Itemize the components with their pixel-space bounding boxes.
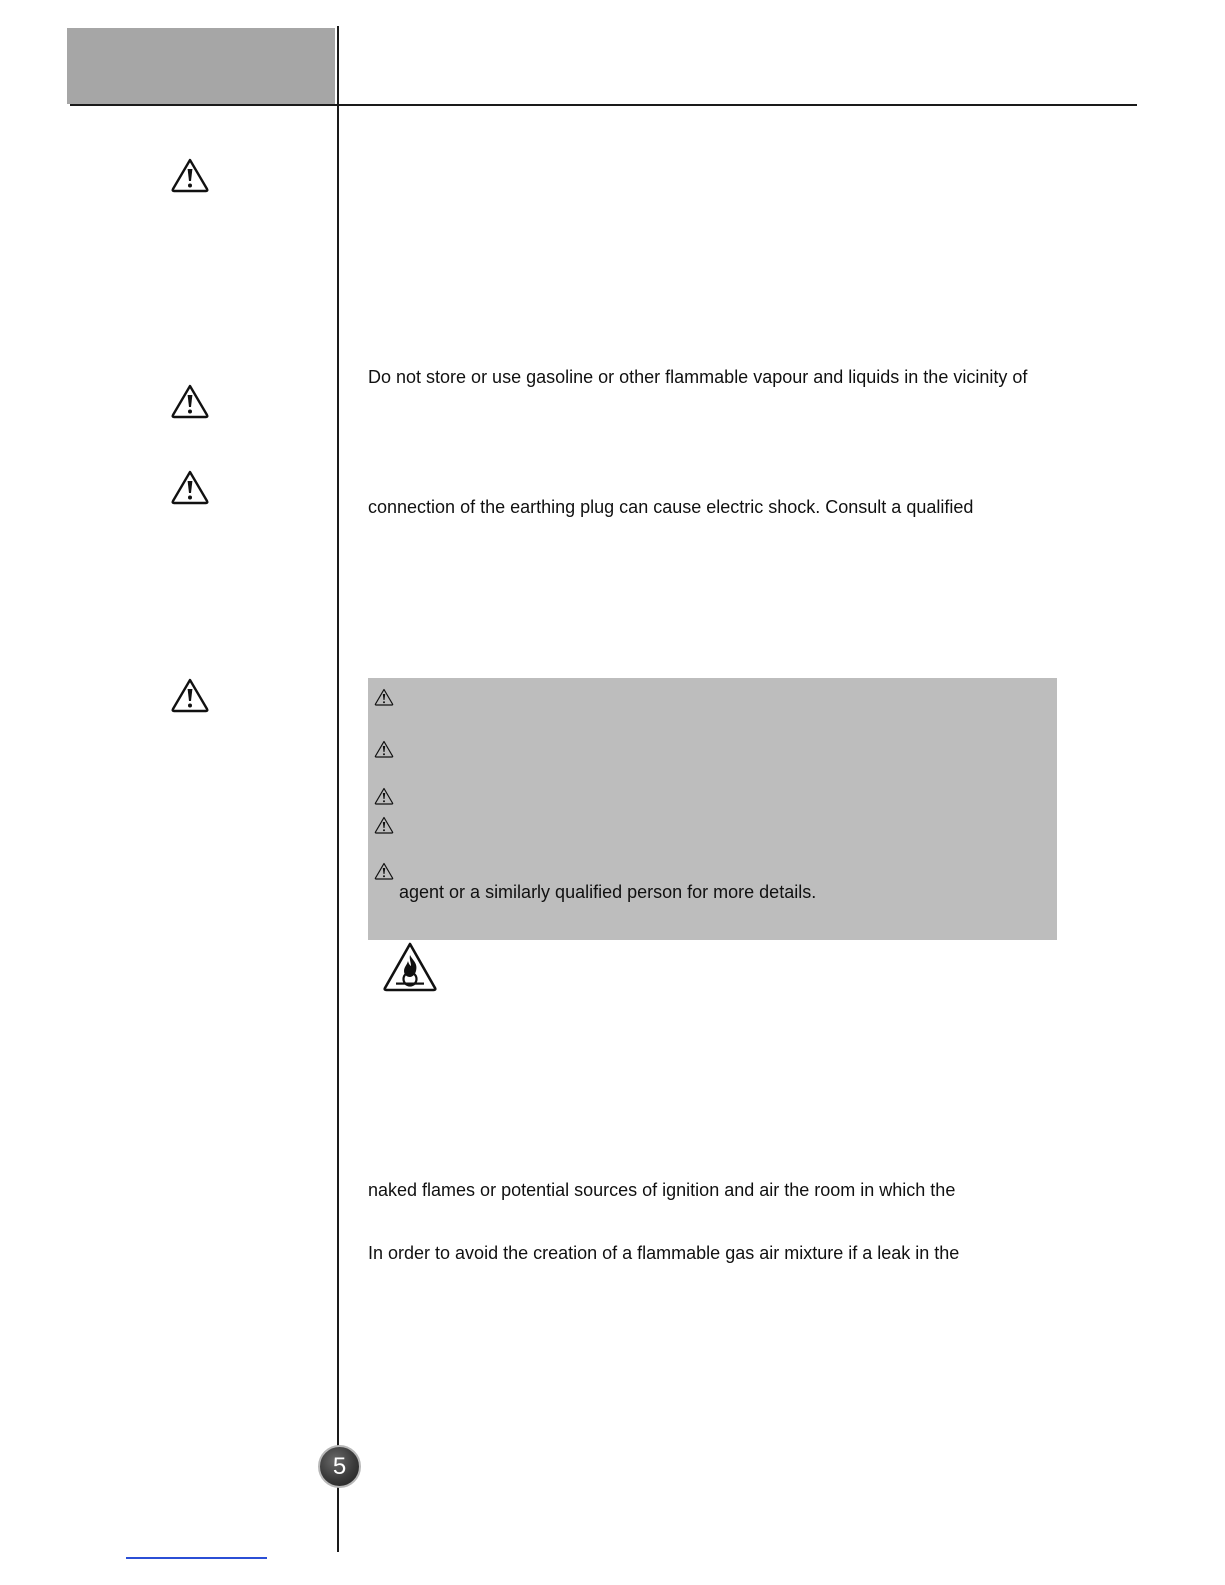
warning-triangle-icon [374, 740, 394, 758]
text-gasoline: Do not store or use gasoline or other flammable vapour and liquids in the vicinity of [368, 367, 1028, 387]
warning-triangle-icon [170, 677, 210, 713]
warning-triangle-icon [170, 469, 210, 505]
warning-triangle-icon [374, 862, 394, 880]
text-panel-agent: agent or a similarly qualified person for more details. [399, 882, 817, 902]
warning-triangle-icon [374, 688, 394, 706]
warning-triangle-icon [170, 383, 210, 419]
page-number-badge: 5 [318, 1445, 361, 1488]
margin-rule [337, 26, 339, 1552]
text-flames: naked flames or potential sources of ignition and air the room in which the [368, 1180, 956, 1200]
text-mixture: In order to avoid the creation of a flammable gas air mixture if a leak in the [368, 1243, 960, 1263]
header-rule [70, 104, 1137, 106]
text-earthing: connection of the earthing plug can cause electric shock. Consult a qualified [368, 497, 974, 517]
warning-triangle-icon [374, 787, 394, 805]
flammable-warning-icon [382, 941, 438, 993]
section-header-box [67, 28, 335, 104]
warning-triangle-icon [170, 157, 210, 193]
warning-triangle-icon [374, 816, 394, 834]
footer-link-underline[interactable] [126, 1557, 267, 1559]
